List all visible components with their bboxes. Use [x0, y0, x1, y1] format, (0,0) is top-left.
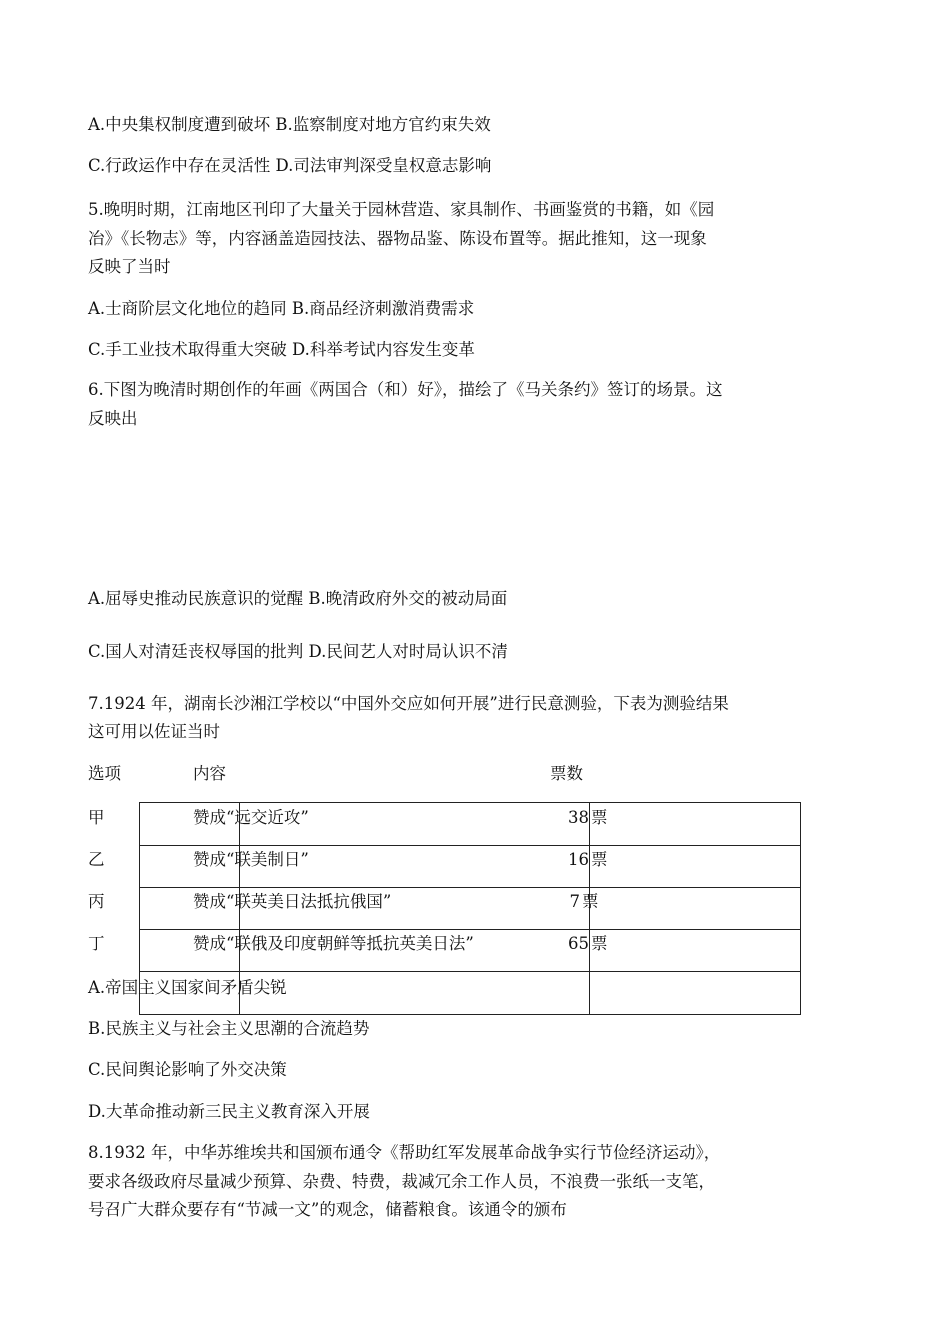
q6-stem-line-2: 反映出 [88, 409, 138, 428]
q5-stem-line-2: 冶》《长物志》等，内容涵盖造园技法、器物品鉴、陈设布置等。据此推知，这一现象 [88, 229, 707, 248]
q7-option-c: C.民间舆论影响了外交决策 [88, 1060, 287, 1079]
q8-stem-line-3: 号召广大群众要存有“节减一文”的观念，储蓄粮食。该通令的颁布 [88, 1200, 567, 1219]
row-content: 赞成“联美制日” [193, 850, 309, 869]
row-option: 丁 [88, 934, 105, 953]
row-count: 16 [568, 850, 589, 869]
row-unit: 票 [582, 892, 599, 911]
row-content: 赞成“远交近攻” [193, 808, 309, 827]
q7-stem-line-1: 7.1924 年，湖南长沙湘江学校以“中国外交应如何开展”进行民意测验，下表为测验结果 [88, 694, 729, 713]
row-count: 65 [568, 934, 589, 953]
q5-stem-line-3: 反映了当时 [88, 257, 171, 276]
q5-stem-line-1: 5.晚明时期，江南地区刊印了大量关于园林营造、家具制作、书画鉴赏的书籍，如《园 [88, 200, 715, 219]
q7-stem-line-2: 这可用以佐证当时 [88, 722, 220, 741]
q8-stem-line-2: 要求各级政府尽量减少预算、杂费、特费，裁减冗余工作人员，不浪费一张纸一支笔， [88, 1172, 715, 1191]
q6-stem-line-1: 6.下图为晚清时期创作的年画《两国合（和）好》，描绘了《马关条约》签订的场景。这 [88, 380, 723, 399]
row-count: 38 [568, 808, 589, 827]
row-unit: 票 [591, 934, 608, 953]
q7-option-d: D.大革命推动新三民主义教育深入开展 [88, 1102, 370, 1121]
table-header-option: 选项 [88, 764, 121, 783]
row-unit: 票 [591, 850, 608, 869]
row-count: 7 [569, 892, 580, 911]
q4-option-cd: C.行政运作中存在灵活性 D.司法审判深受皇权意志影响 [88, 156, 492, 175]
q7-option-b: B.民族主义与社会主义思潮的合流趋势 [88, 1019, 370, 1038]
q4-option-ab: A.中央集权制度遭到破坏 B.监察制度对地方官约束失效 [88, 115, 491, 134]
q6-option-ab: A.屈辱史推动民族意识的觉醒 B.晚清政府外交的被动局面 [88, 589, 508, 608]
table-rule [139, 1014, 801, 1015]
row-content: 赞成“联俄及印度朝鲜等抵抗英美日法” [193, 934, 474, 953]
table-rule [800, 802, 801, 1014]
row-option: 乙 [88, 850, 105, 869]
q6-option-cd: C.国人对清廷丧权辱国的批判 D.民间艺人对时局认识不清 [88, 642, 508, 661]
q7-option-a: A.帝国主义国家间矛盾尖锐 [88, 978, 287, 997]
table-header-content: 内容 [193, 764, 226, 783]
row-option: 甲 [88, 808, 105, 827]
q5-option-cd: C.手工业技术取得重大突破 D.科举考试内容发生变革 [88, 340, 475, 359]
q5-option-ab: A.士商阶层文化地位的趋同 B.商品经济刺激消费需求 [88, 299, 475, 318]
row-unit: 票 [591, 808, 608, 827]
row-content: 赞成“联英美日法抵抗俄国” [193, 892, 392, 911]
row-option: 丙 [88, 892, 105, 911]
q8-stem-line-1: 8.1932 年，中华苏维埃共和国颁布通令《帮助红军发展革命战争实行节俭经济运动》， [88, 1143, 721, 1162]
table-header-count: 票数 [550, 764, 583, 783]
